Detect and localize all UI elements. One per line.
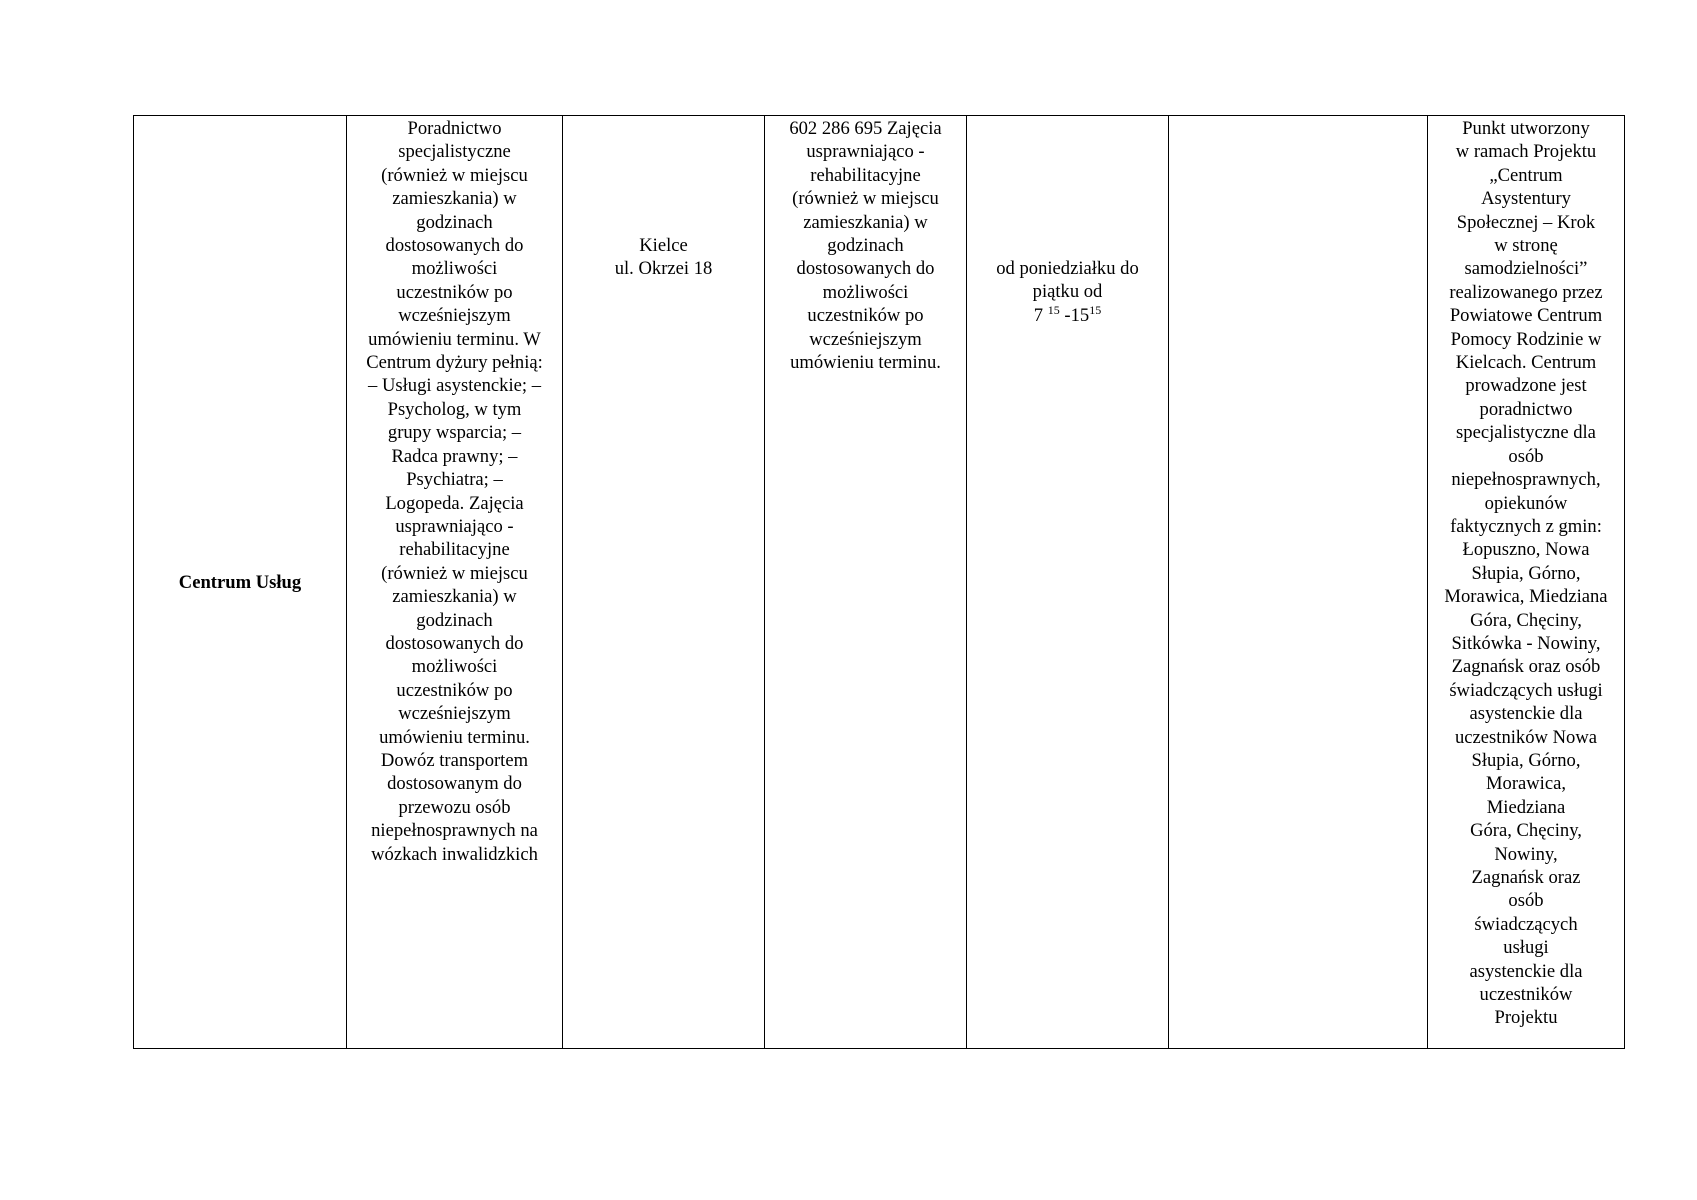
services-cell (347, 116, 563, 1049)
address-text: Kielce ul. Okrzei 18 (614, 235, 713, 280)
hours-from: 7 (1033, 304, 1044, 326)
spacer (971, 117, 1164, 257)
empty-cell (1169, 116, 1428, 1049)
name-cell (134, 116, 347, 1049)
institution-name: Centrum Usług (178, 571, 302, 593)
hours-range (1033, 302, 1102, 326)
notes-cell (1428, 116, 1625, 1049)
notes-text: Punkt utworzony w ramach Projektu „Centrum Asystentury Społecznej – Krok w stronę samodzielności” realizowanego przez Powiatowe Centrum Pomocy Rodzinie w Kielcach. Centrum prowadzone jest poradnictwo specjalistyczne dla osób niepełnosprawnych, opiekunów faktycznych z gmin: Łopuszno, Nowa Słupia, Górno, Morawica, Miedziana Góra, Chęciny, Sitkówka - Nowiny, Zagnańsk oraz osób świadczących usługi asystenckie dla uczestników Nowa Słupia, Górno, Morawica, Miedziana Góra, Chęciny, Nowiny, Zagnańsk oraz osób świadczących usługi asystenckie dla uczestników Projektu (1444, 118, 1608, 1029)
table-row (134, 116, 1625, 1049)
address-cell (563, 116, 765, 1049)
contact-cell (765, 116, 967, 1049)
hours-to-minutes: 15 (1089, 302, 1102, 317)
hours-from-minutes: 15 (1047, 302, 1060, 317)
contact-text: 602 286 695 Zajęcia usprawniająco - rehabilitacyjne (również w miejscu zamieszkania) w godzinach dostosowanych do możliwości uczestników po wcześniejszym umówieniu terminu. (789, 118, 942, 374)
hours-cell (967, 116, 1169, 1049)
hours-separator: - (1059, 304, 1071, 326)
spacer (567, 117, 760, 234)
services-table (133, 115, 1625, 1049)
hours-to: 15 (1070, 304, 1090, 326)
services-text: Poradnictwo specjalistyczne (również w miejscu zamieszkania) w godzinach dostosowanych do możliwości uczestników po wcześniejszym umówieniu terminu. W Centrum dyżury pełnią: – Usługi asystenckie; – Psycholog, w tym grupy wsparcia; – Radca prawny; – Psychiatra; – Logopeda. Zajęcia usprawniająco - rehabilitacyjne (również w miejscu zamieszkania) w godzinach dostosowanych do możliwości uczestników po wcześniejszym umówieniu terminu. Dowóz transportem dostosowanym do przewozu osób niepełnosprawnych na wózkach inwalidzkich (366, 118, 543, 865)
hours-text: od poniedziałku do piątku od (996, 258, 1139, 303)
